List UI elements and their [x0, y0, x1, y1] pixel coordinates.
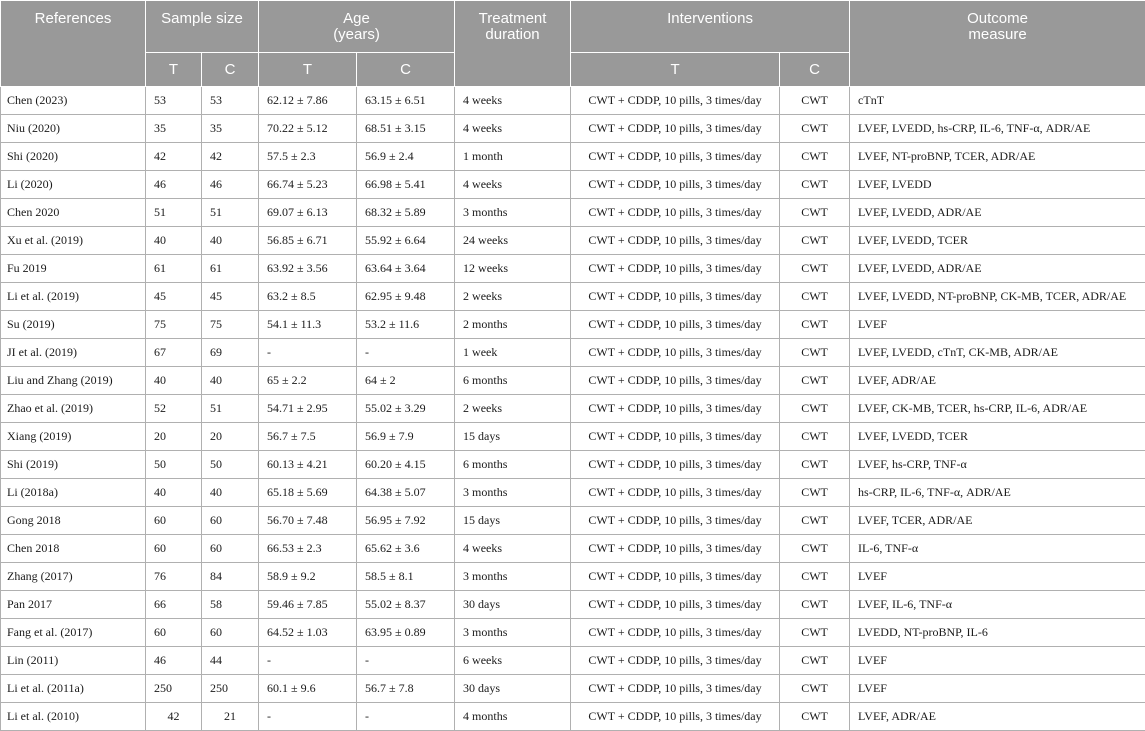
- cell-reference: JI et al. (2019): [1, 339, 146, 367]
- cell-sample-size-t: 42: [146, 703, 202, 731]
- cell-intervention-t: CWT + CDDP, 10 pills, 3 times/day: [571, 395, 780, 423]
- cell-age-t: 60.1 ± 9.6: [259, 675, 357, 703]
- cell-age-c: 56.7 ± 7.8: [357, 675, 455, 703]
- cell-outcome-measure: LVEF, NT-proBNP, TCER, ADR/AE: [850, 143, 1145, 171]
- cell-treatment-duration: 3 months: [455, 199, 571, 227]
- cell-sample-size-t: 40: [146, 227, 202, 255]
- cell-age-c: 56.9 ± 7.9: [357, 423, 455, 451]
- cell-treatment-duration: 3 months: [455, 479, 571, 507]
- cell-age-c: 55.92 ± 6.64: [357, 227, 455, 255]
- cell-treatment-duration: 1 month: [455, 143, 571, 171]
- cell-intervention-c: CWT: [780, 227, 850, 255]
- cell-age-t: 63.92 ± 3.56: [259, 255, 357, 283]
- cell-age-c: 56.9 ± 2.4: [357, 143, 455, 171]
- cell-sample-size-c: 51: [202, 395, 259, 423]
- table-row: [1, 423, 1145, 451]
- cell-age-t: 65.18 ± 5.69: [259, 479, 357, 507]
- cell-reference: Shi (2020): [1, 143, 146, 171]
- cell-age-c: 68.32 ± 5.89: [357, 199, 455, 227]
- cell-treatment-duration: 15 days: [455, 423, 571, 451]
- cell-intervention-c: CWT: [780, 703, 850, 731]
- cell-intervention-c: CWT: [780, 423, 850, 451]
- cell-intervention-t: CWT + CDDP, 10 pills, 3 times/day: [571, 675, 780, 703]
- cell-reference: Zhao et al. (2019): [1, 395, 146, 423]
- table-row: [1, 199, 1145, 227]
- table-row: [1, 703, 1145, 731]
- header-age-c: C: [357, 53, 455, 87]
- header-sample-size-t: T: [146, 53, 202, 87]
- cell-intervention-t: CWT + CDDP, 10 pills, 3 times/day: [571, 143, 780, 171]
- cell-age-c: 68.51 ± 3.15: [357, 115, 455, 143]
- cell-sample-size-c: 21: [202, 703, 259, 731]
- cell-reference: Liu and Zhang (2019): [1, 367, 146, 395]
- cell-sample-size-c: 40: [202, 227, 259, 255]
- cell-age-t: 70.22 ± 5.12: [259, 115, 357, 143]
- cell-reference: Shi (2019): [1, 451, 146, 479]
- header-sample-size: Sample size: [146, 1, 259, 53]
- cell-sample-size-c: 58: [202, 591, 259, 619]
- cell-outcome-measure: LVEF, LVEDD, TCER: [850, 423, 1145, 451]
- cell-intervention-c: CWT: [780, 367, 850, 395]
- cell-outcome-measure: LVEF, LVEDD, ADR/AE: [850, 199, 1145, 227]
- cell-age-c: 64.38 ± 5.07: [357, 479, 455, 507]
- cell-treatment-duration: 4 weeks: [455, 535, 571, 563]
- cell-age-c: 63.15 ± 6.51: [357, 87, 455, 115]
- cell-sample-size-c: 60: [202, 507, 259, 535]
- cell-sample-size-c: 60: [202, 619, 259, 647]
- table-row: [1, 675, 1145, 703]
- cell-age-t: 58.9 ± 9.2: [259, 563, 357, 591]
- cell-sample-size-t: 75: [146, 311, 202, 339]
- table-row: [1, 283, 1145, 311]
- cell-age-t: 64.52 ± 1.03: [259, 619, 357, 647]
- header-outcome-line1: Outcome: [967, 10, 1028, 27]
- cell-reference: Li et al. (2010): [1, 703, 146, 731]
- cell-outcome-measure: cTnT: [850, 87, 1145, 115]
- table-row: [1, 143, 1145, 171]
- cell-sample-size-t: 66: [146, 591, 202, 619]
- cell-sample-size-t: 40: [146, 367, 202, 395]
- cell-outcome-measure: LVEF: [850, 647, 1145, 675]
- cell-intervention-c: CWT: [780, 395, 850, 423]
- cell-reference: Xu et al. (2019): [1, 227, 146, 255]
- cell-age-t: -: [259, 339, 357, 367]
- header-outcome-line2: measure: [968, 26, 1026, 43]
- cell-sample-size-c: 53: [202, 87, 259, 115]
- cell-intervention-t: CWT + CDDP, 10 pills, 3 times/day: [571, 255, 780, 283]
- cell-intervention-c: CWT: [780, 619, 850, 647]
- cell-outcome-measure: LVEF, LVEDD, TCER: [850, 227, 1145, 255]
- header-age-line2: (years): [333, 26, 380, 43]
- table-row: [1, 507, 1145, 535]
- cell-sample-size-t: 60: [146, 535, 202, 563]
- cell-sample-size-c: 40: [202, 367, 259, 395]
- cell-intervention-t: CWT + CDDP, 10 pills, 3 times/day: [571, 227, 780, 255]
- cell-intervention-c: CWT: [780, 591, 850, 619]
- cell-outcome-measure: LVEDD, NT-proBNP, IL-6: [850, 619, 1145, 647]
- cell-treatment-duration: 2 weeks: [455, 283, 571, 311]
- cell-sample-size-t: 35: [146, 115, 202, 143]
- cell-outcome-measure: LVEF, IL-6, TNF-α: [850, 591, 1145, 619]
- header-treatment-line2: duration: [485, 26, 539, 43]
- cell-sample-size-c: 46: [202, 171, 259, 199]
- cell-intervention-c: CWT: [780, 563, 850, 591]
- cell-age-t: 69.07 ± 6.13: [259, 199, 357, 227]
- cell-sample-size-c: 84: [202, 563, 259, 591]
- cell-intervention-c: CWT: [780, 255, 850, 283]
- cell-outcome-measure: LVEF, TCER, ADR/AE: [850, 507, 1145, 535]
- cell-outcome-measure: LVEF, LVEDD: [850, 171, 1145, 199]
- cell-sample-size-t: 50: [146, 451, 202, 479]
- cell-age-t: 56.85 ± 6.71: [259, 227, 357, 255]
- cell-age-t: 56.7 ± 7.5: [259, 423, 357, 451]
- cell-sample-size-c: 20: [202, 423, 259, 451]
- cell-age-c: 63.64 ± 3.64: [357, 255, 455, 283]
- cell-intervention-c: CWT: [780, 451, 850, 479]
- cell-treatment-duration: 4 months: [455, 703, 571, 731]
- cell-reference: Gong 2018: [1, 507, 146, 535]
- cell-intervention-c: CWT: [780, 479, 850, 507]
- table-row: [1, 87, 1145, 115]
- table-row: [1, 227, 1145, 255]
- cell-age-t: 56.70 ± 7.48: [259, 507, 357, 535]
- cell-reference: Fang et al. (2017): [1, 619, 146, 647]
- cell-age-t: 54.71 ± 2.95: [259, 395, 357, 423]
- cell-age-t: 66.74 ± 5.23: [259, 171, 357, 199]
- cell-intervention-t: CWT + CDDP, 10 pills, 3 times/day: [571, 339, 780, 367]
- header-age-line1: Age: [343, 10, 370, 27]
- cell-age-c: 55.02 ± 3.29: [357, 395, 455, 423]
- cell-outcome-measure: hs-CRP, IL-6, TNF-α, ADR/AE: [850, 479, 1145, 507]
- cell-sample-size-c: 61: [202, 255, 259, 283]
- cell-outcome-measure: LVEF, CK-MB, TCER, hs-CRP, IL-6, ADR/AE: [850, 395, 1145, 423]
- cell-treatment-duration: 6 weeks: [455, 647, 571, 675]
- cell-age-c: 63.95 ± 0.89: [357, 619, 455, 647]
- cell-reference: Su (2019): [1, 311, 146, 339]
- cell-intervention-t: CWT + CDDP, 10 pills, 3 times/day: [571, 423, 780, 451]
- cell-sample-size-t: 76: [146, 563, 202, 591]
- cell-outcome-measure: LVEF, LVEDD, cTnT, CK-MB, ADR/AE: [850, 339, 1145, 367]
- cell-intervention-c: CWT: [780, 339, 850, 367]
- cell-sample-size-t: 42: [146, 143, 202, 171]
- cell-treatment-duration: 15 days: [455, 507, 571, 535]
- cell-intervention-c: CWT: [780, 283, 850, 311]
- cell-intervention-c: CWT: [780, 199, 850, 227]
- cell-intervention-t: CWT + CDDP, 10 pills, 3 times/day: [571, 507, 780, 535]
- cell-age-t: 62.12 ± 7.86: [259, 87, 357, 115]
- cell-sample-size-t: 61: [146, 255, 202, 283]
- cell-treatment-duration: 1 week: [455, 339, 571, 367]
- cell-age-c: -: [357, 339, 455, 367]
- table-row: [1, 591, 1145, 619]
- cell-sample-size-t: 20: [146, 423, 202, 451]
- cell-intervention-t: CWT + CDDP, 10 pills, 3 times/day: [571, 619, 780, 647]
- cell-treatment-duration: 4 weeks: [455, 87, 571, 115]
- cell-intervention-t: CWT + CDDP, 10 pills, 3 times/day: [571, 199, 780, 227]
- cell-treatment-duration: 6 months: [455, 451, 571, 479]
- cell-outcome-measure: LVEF: [850, 675, 1145, 703]
- cell-reference: Li et al. (2011a): [1, 675, 146, 703]
- cell-age-c: 56.95 ± 7.92: [357, 507, 455, 535]
- cell-reference: Lin (2011): [1, 647, 146, 675]
- cell-age-c: -: [357, 647, 455, 675]
- table-row: [1, 339, 1145, 367]
- cell-treatment-duration: 2 weeks: [455, 395, 571, 423]
- cell-intervention-t: CWT + CDDP, 10 pills, 3 times/day: [571, 451, 780, 479]
- header-interventions: Interventions: [571, 1, 850, 53]
- cell-intervention-c: CWT: [780, 535, 850, 563]
- cell-reference: Pan 2017: [1, 591, 146, 619]
- cell-intervention-c: CWT: [780, 507, 850, 535]
- cell-age-t: 60.13 ± 4.21: [259, 451, 357, 479]
- table-row: [1, 255, 1145, 283]
- cell-intervention-t: CWT + CDDP, 10 pills, 3 times/day: [571, 479, 780, 507]
- cell-treatment-duration: 3 months: [455, 619, 571, 647]
- cell-intervention-c: CWT: [780, 87, 850, 115]
- cell-age-c: 53.2 ± 11.6: [357, 311, 455, 339]
- cell-treatment-duration: 6 months: [455, 367, 571, 395]
- cell-treatment-duration: 2 months: [455, 311, 571, 339]
- header-treatment-line1: Treatment: [479, 10, 547, 27]
- cell-sample-size-t: 53: [146, 87, 202, 115]
- cell-sample-size-c: 40: [202, 479, 259, 507]
- cell-reference: Li et al. (2019): [1, 283, 146, 311]
- table-row: [1, 451, 1145, 479]
- header-interventions-c: C: [780, 53, 850, 87]
- header-treatment-duration: [455, 1, 571, 87]
- cell-sample-size-t: 60: [146, 619, 202, 647]
- cell-age-c: 58.5 ± 8.1: [357, 563, 455, 591]
- table-header: [1, 1, 1145, 87]
- table-row: [1, 647, 1145, 675]
- header-references: References: [1, 1, 146, 87]
- cell-age-c: 66.98 ± 5.41: [357, 171, 455, 199]
- table-row: [1, 367, 1145, 395]
- cell-intervention-t: CWT + CDDP, 10 pills, 3 times/day: [571, 563, 780, 591]
- cell-intervention-t: CWT + CDDP, 10 pills, 3 times/day: [571, 703, 780, 731]
- cell-sample-size-t: 46: [146, 171, 202, 199]
- cell-sample-size-c: 69: [202, 339, 259, 367]
- cell-sample-size-c: 250: [202, 675, 259, 703]
- cell-outcome-measure: LVEF, LVEDD, hs-CRP, IL-6, TNF-α, ADR/AE: [850, 115, 1145, 143]
- cell-intervention-t: CWT + CDDP, 10 pills, 3 times/day: [571, 367, 780, 395]
- cell-age-t: -: [259, 703, 357, 731]
- cell-outcome-measure: LVEF, hs-CRP, TNF-α: [850, 451, 1145, 479]
- cell-age-t: 63.2 ± 8.5: [259, 283, 357, 311]
- cell-intervention-c: CWT: [780, 311, 850, 339]
- header-outcome-measure: [850, 1, 1145, 87]
- cell-age-t: -: [259, 647, 357, 675]
- cell-treatment-duration: 4 weeks: [455, 171, 571, 199]
- cell-sample-size-t: 46: [146, 647, 202, 675]
- cell-reference: Zhang (2017): [1, 563, 146, 591]
- cell-treatment-duration: 3 months: [455, 563, 571, 591]
- cell-sample-size-c: 45: [202, 283, 259, 311]
- cell-age-c: 55.02 ± 8.37: [357, 591, 455, 619]
- table-body: [1, 87, 1145, 731]
- cell-intervention-c: CWT: [780, 647, 850, 675]
- cell-outcome-measure: LVEF: [850, 563, 1145, 591]
- cell-age-c: 62.95 ± 9.48: [357, 283, 455, 311]
- cell-sample-size-c: 75: [202, 311, 259, 339]
- table-row: [1, 171, 1145, 199]
- cell-intervention-c: CWT: [780, 171, 850, 199]
- cell-intervention-t: CWT + CDDP, 10 pills, 3 times/day: [571, 535, 780, 563]
- cell-reference: Chen 2020: [1, 199, 146, 227]
- cell-outcome-measure: LVEF, ADR/AE: [850, 703, 1145, 731]
- table-row: [1, 563, 1145, 591]
- cell-treatment-duration: 30 days: [455, 591, 571, 619]
- header-age: [259, 1, 455, 53]
- cell-outcome-measure: LVEF: [850, 311, 1145, 339]
- cell-reference: Xiang (2019): [1, 423, 146, 451]
- cell-age-t: 57.5 ± 2.3: [259, 143, 357, 171]
- cell-sample-size-t: 52: [146, 395, 202, 423]
- cell-reference: Fu 2019: [1, 255, 146, 283]
- cell-intervention-t: CWT + CDDP, 10 pills, 3 times/day: [571, 283, 780, 311]
- cell-intervention-t: CWT + CDDP, 10 pills, 3 times/day: [571, 87, 780, 115]
- cell-intervention-c: CWT: [780, 143, 850, 171]
- cell-treatment-duration: 12 weeks: [455, 255, 571, 283]
- cell-intervention-t: CWT + CDDP, 10 pills, 3 times/day: [571, 647, 780, 675]
- cell-outcome-measure: LVEF, ADR/AE: [850, 367, 1145, 395]
- cell-sample-size-c: 42: [202, 143, 259, 171]
- cell-age-c: -: [357, 703, 455, 731]
- cell-intervention-t: CWT + CDDP, 10 pills, 3 times/day: [571, 171, 780, 199]
- cell-intervention-c: CWT: [780, 115, 850, 143]
- cell-reference: Chen 2018: [1, 535, 146, 563]
- cell-sample-size-t: 67: [146, 339, 202, 367]
- cell-sample-size-c: 51: [202, 199, 259, 227]
- cell-intervention-t: CWT + CDDP, 10 pills, 3 times/day: [571, 115, 780, 143]
- cell-sample-size-c: 50: [202, 451, 259, 479]
- cell-treatment-duration: 4 weeks: [455, 115, 571, 143]
- cell-treatment-duration: 30 days: [455, 675, 571, 703]
- table-row: [1, 395, 1145, 423]
- table-row: [1, 535, 1145, 563]
- cell-outcome-measure: LVEF, LVEDD, NT-proBNP, CK-MB, TCER, ADR/AE: [850, 283, 1145, 311]
- cell-age-c: 64 ± 2: [357, 367, 455, 395]
- cell-age-t: 59.46 ± 7.85: [259, 591, 357, 619]
- table-row: [1, 311, 1145, 339]
- cell-sample-size-c: 60: [202, 535, 259, 563]
- table-row: [1, 479, 1145, 507]
- cell-age-c: 60.20 ± 4.15: [357, 451, 455, 479]
- header-sample-size-c: C: [202, 53, 259, 87]
- cell-sample-size-t: 45: [146, 283, 202, 311]
- header-age-t: T: [259, 53, 357, 87]
- cell-reference: Li (2020): [1, 171, 146, 199]
- cell-age-t: 54.1 ± 11.3: [259, 311, 357, 339]
- cell-age-t: 66.53 ± 2.3: [259, 535, 357, 563]
- cell-sample-size-t: 51: [146, 199, 202, 227]
- cell-reference: Li (2018a): [1, 479, 146, 507]
- cell-age-t: 65 ± 2.2: [259, 367, 357, 395]
- cell-reference: Niu (2020): [1, 115, 146, 143]
- cell-sample-size-c: 44: [202, 647, 259, 675]
- cell-age-c: 65.62 ± 3.6: [357, 535, 455, 563]
- cell-sample-size-t: 40: [146, 479, 202, 507]
- cell-treatment-duration: 24 weeks: [455, 227, 571, 255]
- cell-intervention-c: CWT: [780, 675, 850, 703]
- cell-outcome-measure: LVEF, LVEDD, ADR/AE: [850, 255, 1145, 283]
- cell-outcome-measure: IL-6, TNF-α: [850, 535, 1145, 563]
- cell-sample-size-t: 60: [146, 507, 202, 535]
- cell-intervention-t: CWT + CDDP, 10 pills, 3 times/day: [571, 311, 780, 339]
- cell-sample-size-c: 35: [202, 115, 259, 143]
- cell-intervention-t: CWT + CDDP, 10 pills, 3 times/day: [571, 591, 780, 619]
- cell-reference: Chen (2023): [1, 87, 146, 115]
- header-interventions-t: T: [571, 53, 780, 87]
- table-row: [1, 115, 1145, 143]
- table-row: [1, 619, 1145, 647]
- cell-sample-size-t: 250: [146, 675, 202, 703]
